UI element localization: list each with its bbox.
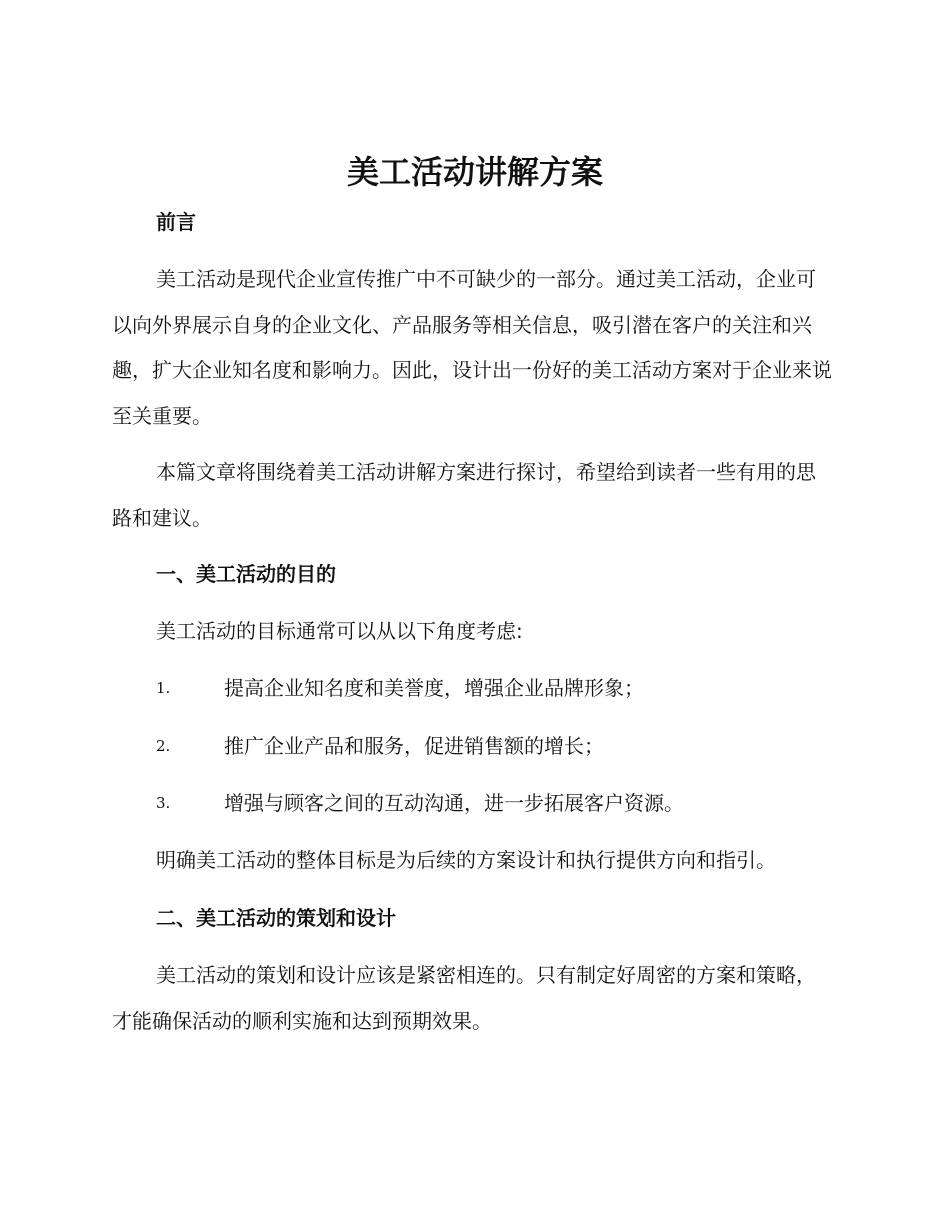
section-heading-preface: 前言 xyxy=(156,210,196,234)
list-item xyxy=(156,673,836,703)
section-heading-planning: 二、美工活动的策划和设计 xyxy=(156,906,396,930)
document-title: 美工活动讲解方案 xyxy=(346,153,603,191)
list-number: 1. xyxy=(156,679,171,697)
planning-paragraph: 美工活动的策划和设计应该是紧密相连的。只有制定好周密的方案和策略，才能确保活动的顺利实施和达到预期效果。 xyxy=(112,963,816,1033)
list-number: 2. xyxy=(156,737,171,755)
preface-paragraph-2: 本篇文章将围绕着美工活动讲解方案进行探讨，希望给到读者一些有用的思路和建议。 xyxy=(112,460,816,530)
list-text: 推广企业产品和服务，促进销售额的增长； xyxy=(224,734,604,758)
purpose-intro: 美工活动的目标通常可以从以下角度考虑: xyxy=(156,619,523,643)
list-text: 增强与顾客之间的互动沟通，进一步拓展客户资源。 xyxy=(224,791,684,815)
list-number: 3. xyxy=(156,794,171,812)
section-heading-purpose: 一、美工活动的目的 xyxy=(156,562,336,586)
purpose-conclusion: 明确美工活动的整体目标是为后续的方案设计和执行提供方向和指引。 xyxy=(156,848,776,872)
preface-paragraph-1: 美工活动是现代企业宣传推广中不可缺少的一部分。通过美工活动，企业可以向外界展示自身的企业文化、产品服务等相关信息，吸引潜在客户的关注和兴趣，扩大企业知名度和影响力。因此，设计出一份好的美工活动方案对于企业来说至关重要。 xyxy=(112,267,832,428)
list-text: 提高企业知名度和美誉度，增强企业品牌形象； xyxy=(224,676,644,700)
list-item xyxy=(156,788,836,818)
list-item xyxy=(156,731,836,761)
